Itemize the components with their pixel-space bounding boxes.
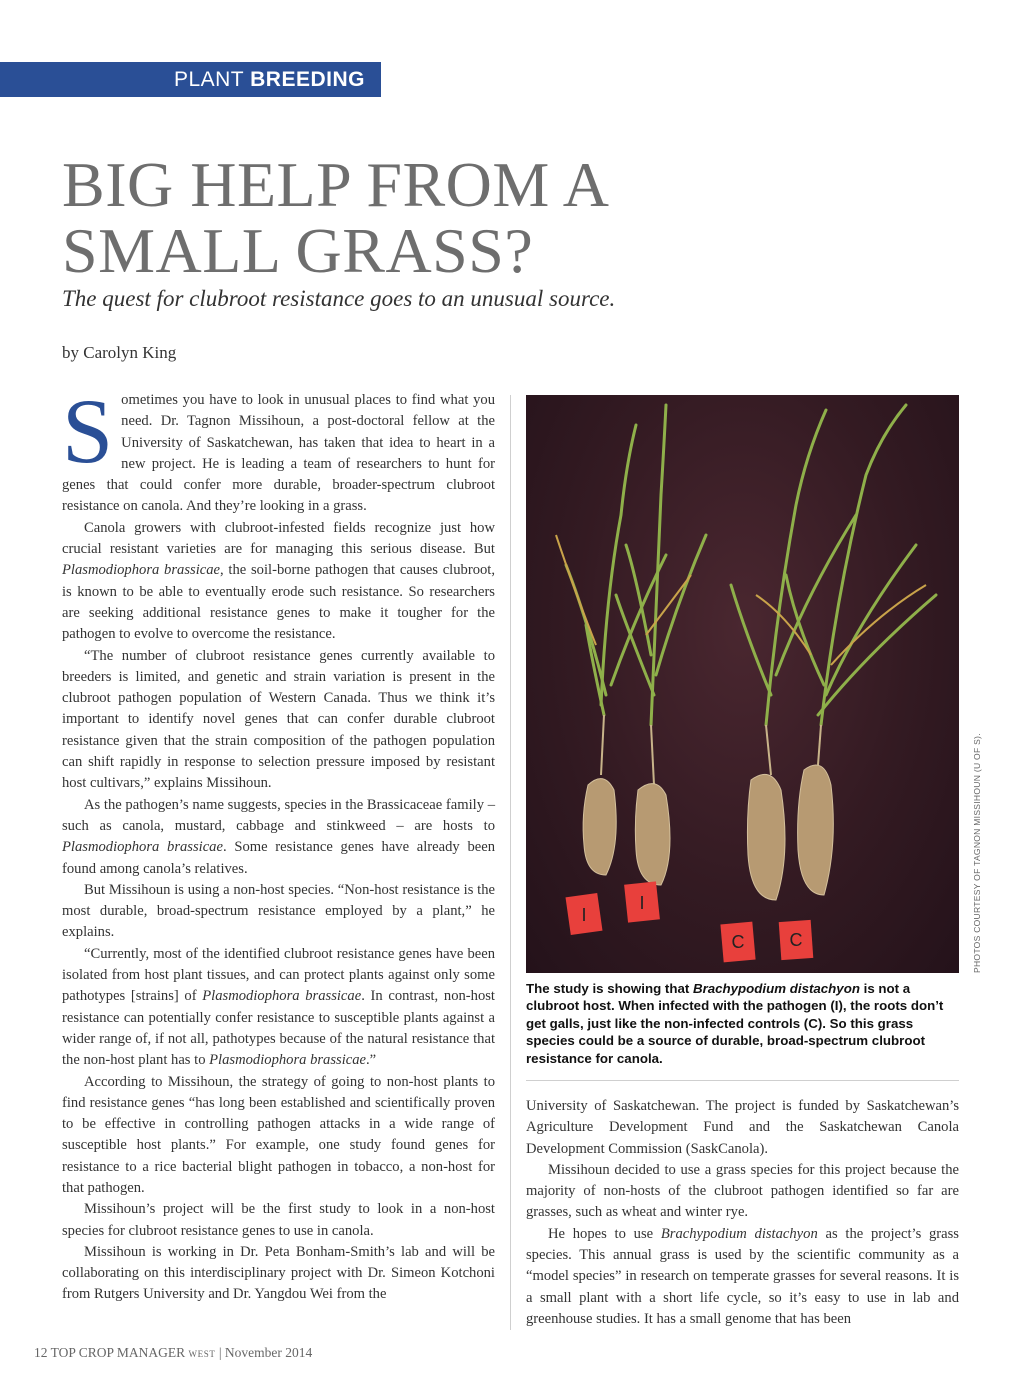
caption-text-b: is not a clubroot host. When infected with the pathogen (I), the roots don’t get galls, just like the non-infected controls (C). So this grass species could be a source of durable, broad-spectrum clubroot resistance for canola. [526,981,944,1066]
footer-separator: | [218,1345,222,1360]
paragraph-1-text: ometimes you have to look in unusual places to find what you need. Dr. Tagnon Missihoun, a post-doctoral fellow at the University of Saskatchewan, has taken that idea to heart in a new project. He is leading a team of researchers to hunt for genes that could confer more durable, broader-spectrum clubroot resistance on canola. And they’re looking in a grass. [62,392,495,515]
p4-text-b: . Some resistance genes have already been found among canola’s relatives. [62,839,495,877]
paragraph-5: But Missihoun is using a non-host species. “Non-host resistance is the most durable, broad-spectrum resistance employed by a plant,” he explains. [62,881,495,941]
paragraph-1 [62,380,495,518]
p6-text-c: .” [366,1052,377,1069]
photo-credit: PHOTOS COURTESY OF TAGNON MISSIHOUN (U OF S). [972,733,982,973]
tag-4-label: C [789,930,803,950]
p2-text-a: Canola growers with clubroot-infested fields recognize just how crucial resistant varieties are for managing this serious disease. But [62,519,495,558]
issue-date: November 2014 [224,1345,313,1360]
p12-text-a: He hopes to use [548,1225,661,1242]
plant-photo [526,395,959,973]
section-banner [0,62,381,97]
paragraph-6 [62,944,495,1072]
caption-divider [526,1080,959,1081]
byline: by Carolyn King [62,343,177,362]
paragraph-9: Missihoun is working in Dr. Peta Bonham-Smith’s lab and will be collaborating on this interdisciplinary project with Dr. Simeon Kotchoni from Rutgers University and Dr. Yangdou Wei from the [62,1243,495,1303]
magazine-name: TOP CROP MANAGER [50,1345,186,1360]
section-label-light: PLANT [173,67,245,91]
tag-3-label: C [731,932,745,952]
tag-1-label: I [581,905,587,925]
caption-species: Brachypodium distachyon [692,981,860,996]
article-deck: The quest for clubroot resistance goes to an unusual source. [62,286,616,311]
magazine-edition: WEST [188,1349,216,1359]
p6-text-b: . In contrast, non-host resistance can potentially confer resistance to susceptible plants against a wider range of, if not all, pathotypes because of the natural resistance that the non-host plant has to [62,988,495,1069]
drop-cap: S [62,380,114,482]
paragraph-4 [62,795,495,880]
paragraph-2 [62,518,495,646]
paragraph-8: Missihoun’s project will be the first study to look in a non-host species for clubroot resistance genes to use in canola. [62,1201,495,1239]
paragraph-12 [526,1224,959,1330]
p12-species: Brachypodium distachyon [660,1225,818,1242]
p6-text-a: “Currently, most of the identified clubroot resistance genes have been isolated from host plant tissues, and can protect plants against only some pathotypes [strains] of [62,945,495,1005]
column-divider [510,395,511,1330]
body-column-right [526,1096,959,1330]
p2-species: Plasmodiophora brassicae [62,562,220,579]
p6-species-1: Plasmodiophora brassicae [202,988,362,1005]
caption-text-a: The study is showing that [526,981,693,996]
paragraph-10: University of Saskatchewan. The project is funded by Saskatchewan’s Agriculture Development Fund and the Saskatchewan Canola Development Commission (SaskCanola). [526,1098,959,1157]
headline-line-1: BIG HELP FROM A [62,149,610,220]
grass-plants-illustration [526,395,959,973]
page-footer [34,1345,312,1361]
photo-caption [526,980,959,1067]
p4-text-a: As the pathogen’s name suggests, species in the Brassicaceae family – such as canola, mustard, cabbage and stinkweed – are hosts to [62,796,495,834]
headline-line-2: SMALL GRASS? [62,215,534,286]
page-number: 12 [34,1345,48,1360]
section-label-bold: BREEDING [250,67,365,91]
paragraph-3: “The number of clubroot resistance genes currently available to breeders is limited, and genetic and strain variation is present in the clubroot pathogen population of Western Canada. Thus we think it’s important to identify novel genes that can confer durable clubroot resistance given that the strain composition of the pathogen population can shift rapidly in response to selection pressure imposed by resistant host cultivars,” explains Missihoun. [62,647,495,792]
paragraph-11: Missihoun decided to use a grass species for this project because the majority of non-hosts of the clubroot pathogen identified so far are grasses, such as wheat and winter rye. [526,1161,959,1221]
article-headline [62,149,782,286]
p12-text-b: as the project’s grass species. This annual grass is used by the scientific community as a “model species” in research on temperate grasses for several reasons. It is a small plant with a short life cycle, so it’s easy to use in lab and greenhouse studies. It has a small genome that has been [526,1225,959,1327]
paragraph-7: According to Missihoun, the strategy of going to non-host plants to find resistance genes “has long been established and scientifically proven to be effective in controlling pathogen attacks in a wide range of susceptible host plants.” For example, one study found genes for resistance to a rice bacterial blight pathogen in tobacco, a non-host for that pathogen. [62,1073,495,1196]
tag-2-label: I [639,893,645,913]
p2-text-b: , the soil-borne pathogen that causes clubroot, is known to be able to eventually erode such resistance. So researchers are seeking additional resistance genes to make it tougher for the pathogen to evolve to overcome the resistance. [62,562,495,643]
p6-species-2: Plasmodiophora brassicae [209,1052,367,1069]
p4-species: Plasmodiophora brassicae [62,839,223,856]
body-column-left [62,380,495,1306]
